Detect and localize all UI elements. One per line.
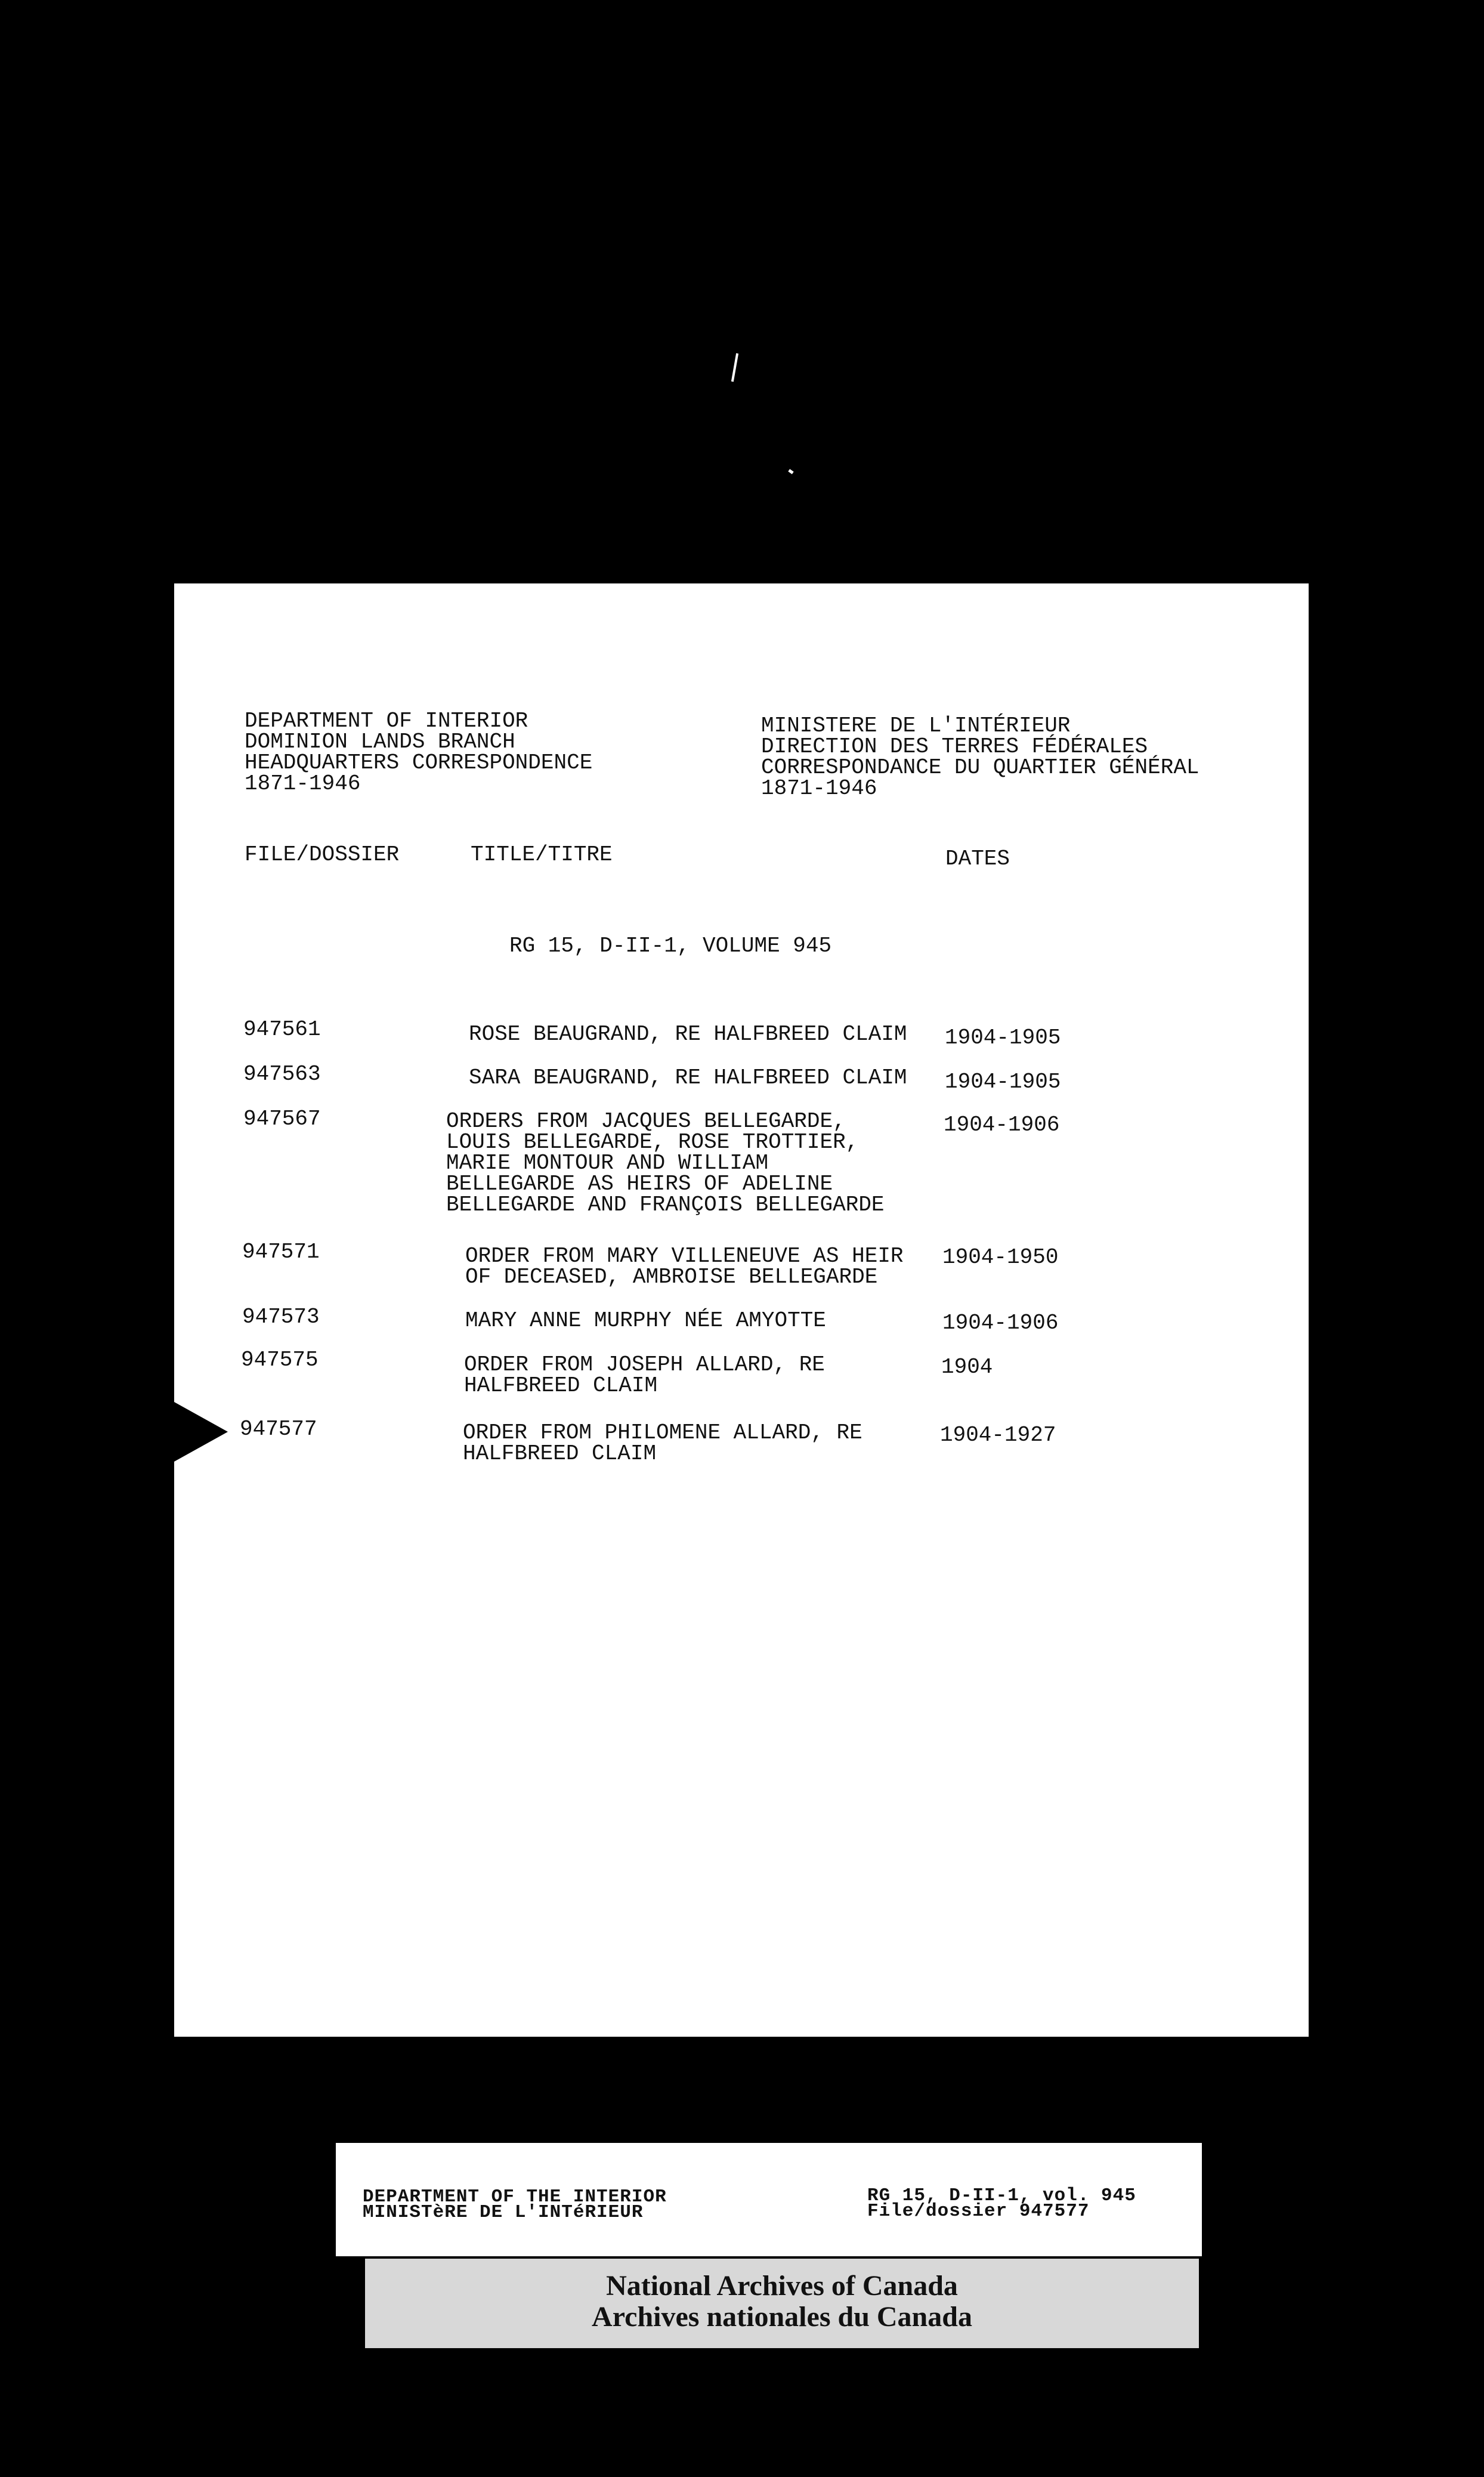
title-line: HALFBREED CLAIM bbox=[463, 1441, 657, 1466]
file-title bbox=[465, 1310, 826, 1331]
title-line: BELLEGARDE AS HEIRS OF ADELINE bbox=[446, 1172, 833, 1196]
title-line: ORDER FROM MARY VILLENEUVE AS HEIR bbox=[465, 1244, 904, 1268]
title-line: HALFBREED CLAIM bbox=[464, 1373, 658, 1398]
file-dates: 1904-1906 bbox=[944, 1113, 1060, 1137]
file-dates: 1904-1905 bbox=[945, 1070, 1061, 1094]
film-mark bbox=[788, 469, 793, 474]
label-dept-fr: MINISTèRE DE L'INTéRIEUR bbox=[363, 2202, 644, 2223]
column-header-title: TITLE/TITRE bbox=[471, 842, 613, 867]
stamp-line-fr: Archives nationales du Canada bbox=[592, 2301, 972, 2333]
header-line: DIRECTION DES TERRES FÉDÉRALES bbox=[761, 734, 1148, 759]
file-title bbox=[446, 1111, 885, 1215]
title-line: OF DECEASED, AMBROISE BELLEGARDE bbox=[465, 1265, 878, 1289]
header-line: DEPARTMENT OF INTERIOR bbox=[245, 709, 528, 733]
file-title bbox=[464, 1354, 825, 1396]
label-dept-en: DEPARTMENT OF THE INTERIOR bbox=[363, 2186, 667, 2207]
file-number: 947575 bbox=[241, 1348, 319, 1372]
header-line: HEADQUARTERS CORRESPONDENCE bbox=[245, 750, 593, 775]
file-number: 947571 bbox=[242, 1240, 320, 1264]
stamp-line-en: National Archives of Canada bbox=[606, 2270, 958, 2302]
header-english bbox=[245, 711, 592, 794]
title-line: ROSE BEAUGRAND, RE HALFBREED CLAIM bbox=[469, 1022, 907, 1046]
pointer-notch bbox=[174, 1402, 228, 1462]
file-dates: 1904 bbox=[941, 1355, 993, 1379]
label-reference: RG 15, D-II-1, vol. 945 bbox=[867, 2185, 1136, 2206]
title-line: MARIE MONTOUR AND WILLIAM bbox=[446, 1151, 769, 1175]
file-number: 947567 bbox=[243, 1107, 321, 1131]
microfilm-label bbox=[336, 2143, 1202, 2256]
file-title bbox=[465, 1246, 904, 1287]
file-number: 947561 bbox=[243, 1017, 321, 1042]
title-line: LOUIS BELLEGARDE, ROSE TROTTIER, bbox=[446, 1130, 859, 1154]
title-line: SARA BEAUGRAND, RE HALFBREED CLAIM bbox=[469, 1065, 907, 1090]
title-line: ORDER FROM JOSEPH ALLARD, RE bbox=[464, 1352, 825, 1377]
title-line: BELLEGARDE AND FRANÇOIS BELLEGARDE bbox=[446, 1193, 885, 1217]
header-line: 1871-1946 bbox=[245, 771, 361, 796]
file-number: 947573 bbox=[242, 1305, 320, 1329]
file-number: 947577 bbox=[240, 1417, 317, 1441]
title-line: MARY ANNE MURPHY NÉE AMYOTTE bbox=[465, 1308, 826, 1333]
file-dates: 1904-1950 bbox=[942, 1245, 1059, 1270]
file-dates: 1904-1906 bbox=[942, 1311, 1059, 1335]
header-line: MINISTERE DE L'INTÉRIEUR bbox=[761, 714, 1071, 738]
header-line: 1871-1946 bbox=[761, 776, 877, 801]
label-file-number: File/dossier 947577 bbox=[867, 2201, 1090, 2222]
file-number: 947563 bbox=[243, 1062, 321, 1086]
file-title bbox=[469, 1067, 907, 1088]
document-page bbox=[174, 583, 1309, 2037]
title-line: ORDERS FROM JACQUES BELLEGARDE, bbox=[446, 1109, 846, 1134]
file-dates: 1904-1927 bbox=[940, 1423, 1056, 1447]
column-header-file: FILE/DOSSIER bbox=[245, 842, 400, 867]
header-line: CORRESPONDANCE DU QUARTIER GÉNÉRAL bbox=[761, 755, 1199, 780]
file-title bbox=[469, 1024, 907, 1045]
volume-reference: RG 15, D-II-1, VOLUME 945 bbox=[509, 934, 832, 958]
title-line: ORDER FROM PHILOMENE ALLARD, RE bbox=[463, 1420, 862, 1445]
film-mark bbox=[731, 353, 738, 382]
header-line: DOMINION LANDS BRANCH bbox=[245, 730, 515, 754]
column-header-dates: DATES bbox=[945, 847, 1010, 871]
file-dates: 1904-1905 bbox=[945, 1026, 1061, 1050]
archives-stamp bbox=[365, 2259, 1199, 2348]
header-french bbox=[761, 715, 1199, 799]
file-title bbox=[463, 1422, 862, 1464]
